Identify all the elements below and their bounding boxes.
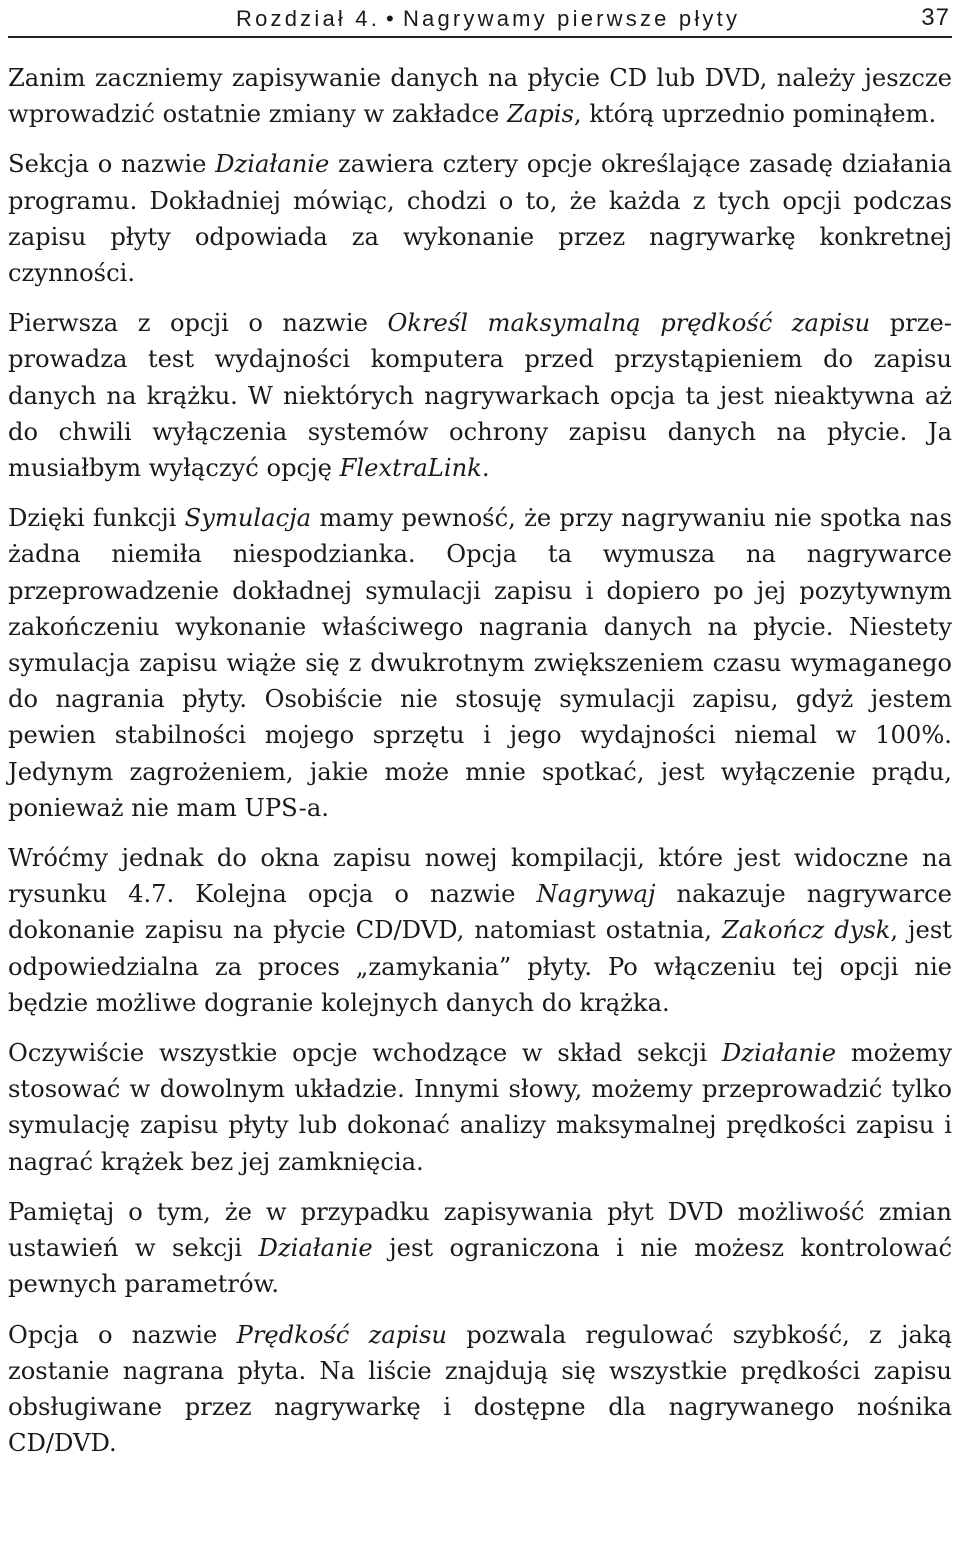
chapter-heading xyxy=(8,6,740,32)
italic-term: FlextraLink xyxy=(339,454,482,483)
paragraph xyxy=(8,60,952,132)
paragraph xyxy=(8,146,952,291)
text-run: nakazuje nagrywarce dokonanie zapisu na płycie CD/DVD, natomiast ostatnia, xyxy=(8,880,952,945)
italic-term: Działanie xyxy=(721,1039,837,1068)
text-run: Pierwsza z opcji o nazwie xyxy=(8,309,388,338)
text-run: zawiera cztery opcje określające zasadę działania programu. Dokładniej mówiąc, chodzi o to, że każda z tych opcji podczas zapisu płyty odpowiada za wykonanie przez nagrywarkę konkretnej czynności. xyxy=(8,150,952,288)
bullet-separator: • xyxy=(386,6,397,31)
text-run: Opcja o nazwie xyxy=(8,1320,237,1349)
text-run: , jest odpowiedzialna za proces „zamykania” płyty. Po włączeniu tej opcji nie będzie możliwe dogranie kolejnych danych do krążka. xyxy=(8,916,953,1017)
italic-term: Nagrywaj xyxy=(536,880,656,909)
text-run: mamy pewność, że przy nagrywaniu nie spotka nas żadna niemiła niespodzianka. Opcja ta wymusza na nagrywarce przeprowadzenie dokładnej symulacji zapisu i dopiero po jej pozytywnym zakończeniu wykonanie właściwego nagrania danych na płycie. Niestety symulacja zapisu wiąże się z dwukrotnym zwiększeniem czasu wymaganego do nagrania płyty. Osobiście nie stosuję symulacji zapisu, gdyż jestem pewien stabilności mojego sprzętu i jego wydajności niemal w 100%. Jedynym zagrożeniem, jakie może mnie spotkać, jest wyłączenie prądu, ponieważ nie mam UPS-a. xyxy=(8,504,952,822)
running-header xyxy=(8,0,952,38)
text-run: jest ograniczona i nie możesz kontrolować pewnych parametrów. xyxy=(8,1234,952,1299)
italic-term: Zakończ dysk xyxy=(721,916,891,945)
italic-term: Działanie xyxy=(258,1234,373,1263)
book-page xyxy=(8,0,952,1475)
italic-term: Działanie xyxy=(215,150,330,179)
text-run: Dzięki funkcji xyxy=(8,504,185,533)
text-run: Oczywiście wszystkie opcje wchodzące w skład sekcji xyxy=(8,1039,722,1068)
paragraph xyxy=(8,1317,952,1462)
text-run: Zanim zaczniemy zapisywanie danych na płycie CD lub DVD, należy jeszcze wprowadzić ostatnie zmiany w zakładce xyxy=(8,64,952,129)
italic-term: Symulacja xyxy=(184,504,312,533)
chapter-label: Rozdział 4. xyxy=(236,6,381,31)
page-number: 37 xyxy=(921,4,950,31)
text-run: pozwala regulować szybkość, z jaką zostanie nagrana płyta. Na liście znajdują się wszystkie prędkości zapisu obsługiwane przez nagrywarkę i dostępne dla nagrywanego nośnika CD/DVD. xyxy=(8,1320,953,1458)
paragraph xyxy=(8,500,952,826)
paragraph xyxy=(8,1035,952,1180)
italic-term: Zapis xyxy=(507,100,574,129)
text-run: , którą uprzednio pominąłem. xyxy=(573,100,937,129)
text-run: możemy stosować w dowolnym układzie. Innymi słowy, możemy przeprowadzić tylko symulację zapisu płyty lub dokonać analizy maksymalnej prędkości zapisu i nagrać krążek bez jej zamknięcia. xyxy=(8,1039,953,1176)
italic-term: Prędkość zapisu xyxy=(236,1320,447,1349)
text-run: Pamiętaj o tym, że w przypadku zapisywania płyt DVD możliwość zmian ustawień w sekcji xyxy=(8,1197,952,1263)
text-run: Wróćmy jednak do okna zapisu nowej kompilacji, które jest widoczne na rysunku 4.7. Kolejna opcja o nazwie xyxy=(8,844,952,909)
chapter-title: Nagrywamy pierwsze płyty xyxy=(402,6,741,31)
paragraph xyxy=(8,305,952,486)
italic-term: Określ maksymalną prędkość zapisu xyxy=(387,309,871,338)
text-run: Sekcja o nazwie xyxy=(8,150,216,179)
paragraph xyxy=(8,840,952,1021)
text-run: . xyxy=(481,454,490,483)
paragraph xyxy=(8,1194,952,1303)
body-text xyxy=(8,60,952,1461)
text-run: przeprowadza test wydajności komputera przed przystąpieniem do zapisu danych na krążku. W niektórych nagrywarkach opcja ta jest nieaktywna aż do chwili wyłączenia systemów ochrony zapisu danych na płycie. Ja musiałbym wyłączyć opcję xyxy=(8,309,952,483)
